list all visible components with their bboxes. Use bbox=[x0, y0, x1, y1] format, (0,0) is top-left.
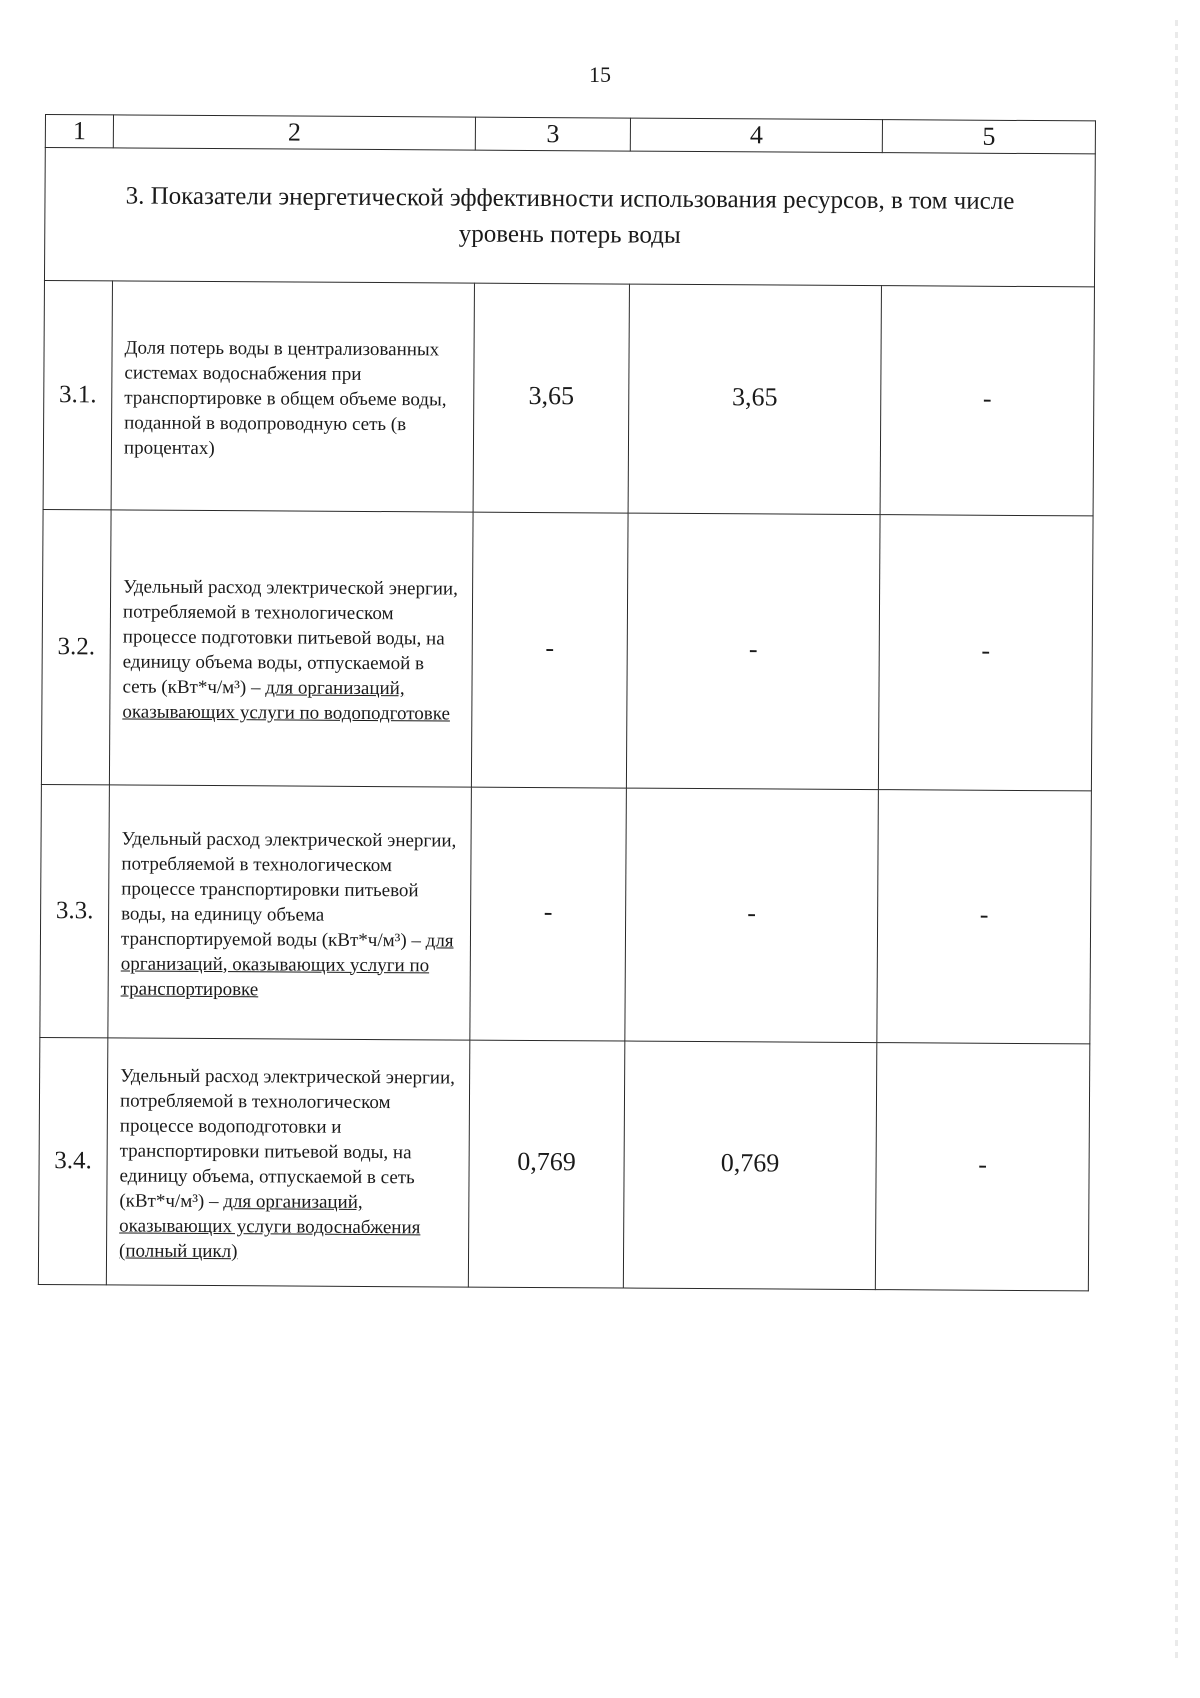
value-text: 3,65 bbox=[731, 382, 778, 412]
row-value-col4 bbox=[623, 1041, 877, 1290]
indicators-table bbox=[38, 114, 1096, 1291]
row-value-col3 bbox=[468, 1040, 625, 1288]
row-description bbox=[106, 1038, 470, 1287]
row-description-text: Удельный расход электрической энергии, потребляемой в технологическом процессе водоподготовки и транспортировки питьевой воды, на единицу объема, отпускаемой в сеть (кВт*ч/м³) – bbox=[119, 1065, 455, 1213]
row-description-text: Удельный расход электрической энергии, потребляемой в технологическом процессе транспортировки питьевой воды, на единицу объема транспортируемой воды (кВт*ч/м³) – bbox=[120, 827, 457, 951]
row-number: 3.3. bbox=[40, 784, 110, 1037]
value-text: - bbox=[545, 633, 555, 663]
value-text: 3,65 bbox=[528, 380, 575, 411]
row-description-underlined: для организаций, оказывающих услуги по водоподготовке bbox=[122, 677, 451, 725]
column-header-5: 5 bbox=[882, 120, 1095, 154]
column-header-4: 4 bbox=[630, 118, 882, 153]
row-number: 3.2. bbox=[41, 509, 111, 784]
row-description bbox=[108, 785, 472, 1040]
section-title-row bbox=[44, 148, 1095, 287]
row-value-col3 bbox=[471, 512, 628, 788]
section-title: 3. Показатели энергетической эффективности использования ресурсов, в том числе уровень потерь воды bbox=[44, 148, 1095, 287]
table-row bbox=[38, 1037, 1089, 1290]
table-row bbox=[40, 784, 1092, 1043]
value-text: - bbox=[979, 899, 989, 929]
row-value-col3 bbox=[470, 787, 627, 1041]
row-value-col5 bbox=[877, 790, 1092, 1044]
row-value-col5 bbox=[880, 286, 1094, 516]
row-value-col4 bbox=[628, 284, 881, 515]
value-text: - bbox=[747, 898, 757, 928]
value-text: - bbox=[543, 897, 553, 927]
value-text: 0,769 bbox=[720, 1148, 780, 1178]
row-description-text: Доля потерь воды в централизованных системах водоснабжения при транспортировке в общем объеме воды, поданной в водопроводную сеть (в процентах) bbox=[123, 336, 447, 459]
column-header-3: 3 bbox=[475, 117, 630, 151]
value-text: - bbox=[981, 635, 991, 665]
indicators-table-container bbox=[38, 114, 1095, 1291]
row-value-col5 bbox=[875, 1043, 1090, 1291]
row-value-col5 bbox=[878, 515, 1093, 791]
row-description bbox=[111, 281, 474, 512]
value-text: 0,769 bbox=[517, 1146, 576, 1177]
scan-edge-artifact bbox=[1175, 20, 1178, 1660]
table-row bbox=[43, 280, 1094, 515]
column-header-1: 1 bbox=[45, 115, 113, 148]
table-row bbox=[41, 509, 1093, 790]
column-header-2: 2 bbox=[113, 115, 475, 150]
row-number: 3.4. bbox=[38, 1037, 108, 1284]
row-description-text: Удельный расход электрической энергии, потребляемой в технологическом процессе подготовки питьевой воды, на единицу объема воды, отпускаемой в сеть (кВт*ч/м³) – bbox=[122, 576, 458, 699]
row-value-col4 bbox=[626, 513, 880, 790]
page-number: 15 bbox=[589, 62, 611, 87]
row-description bbox=[109, 510, 473, 787]
value-text: - bbox=[982, 383, 992, 413]
value-text: - bbox=[978, 1149, 988, 1179]
row-description-underlined: для организаций, оказывающих услуги по транспортировке bbox=[120, 929, 454, 1000]
row-description-underlined: для организаций, оказывающих услуги водоснабжения (полный цикл) bbox=[118, 1191, 421, 1263]
row-value-col3 bbox=[473, 283, 629, 513]
row-number: 3.1. bbox=[43, 280, 112, 509]
row-value-col4 bbox=[625, 788, 879, 1043]
value-text: - bbox=[748, 634, 758, 664]
